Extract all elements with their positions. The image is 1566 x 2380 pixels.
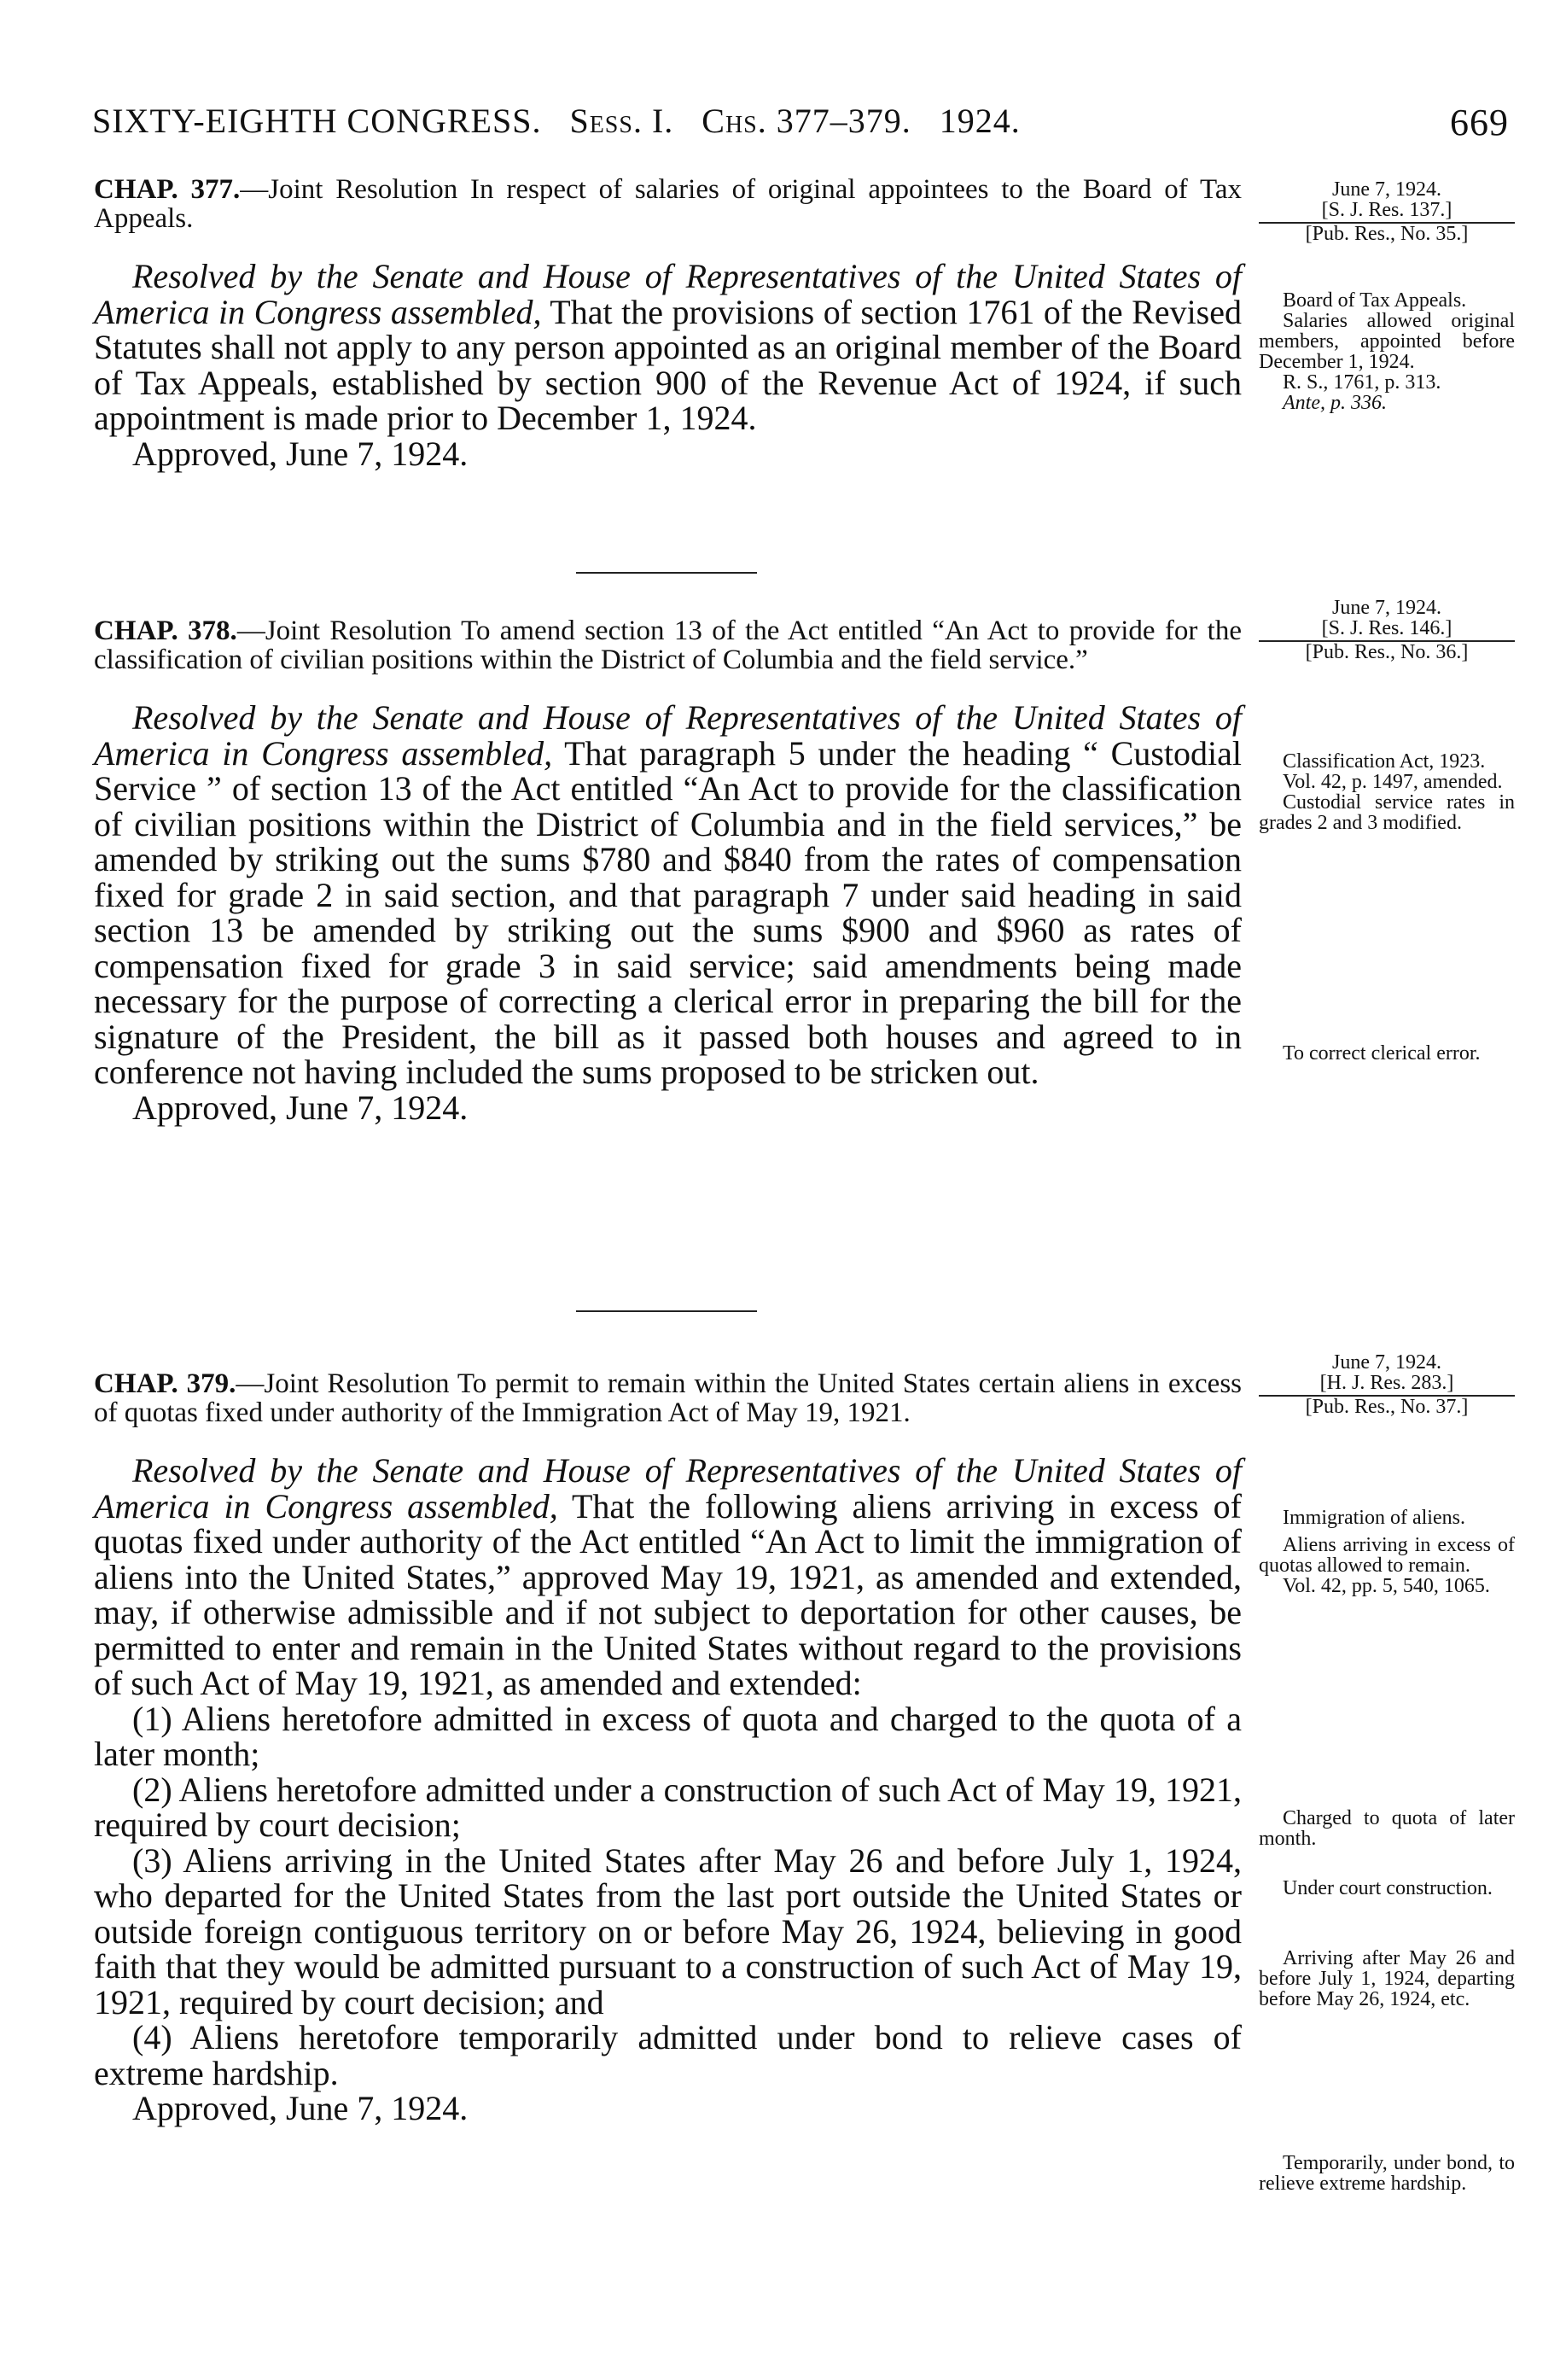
chapter-377-enacting-clause: Resolved by the Senate and House of Representatives of the United States of America in Congress assembled, xyxy=(94,257,1242,331)
chapter-379-body xyxy=(94,1453,1242,2091)
chapter-379-margin-refs xyxy=(1259,1352,1515,1417)
sidenote-court-construction: Under court construction. xyxy=(1283,1877,1493,1899)
chapter-378 xyxy=(94,616,1242,1126)
running-head xyxy=(92,101,1509,152)
chapter-379-item-3: (3) Aliens arriving in the United States after May 26 and before July 1, 1924, who departed for the United States from the last port outside the United States or outside foreign contiguous territory on or before May 26, 1924, believing in good faith that they would be admitted pursuant to a construction of such Act of May 19, 1921, required by court decision; and xyxy=(94,1840,1242,2021)
chapter-379-item-4: (4) Aliens heretofore temporarily admitted under bond to relieve cases of extreme hardship. xyxy=(94,2018,1242,2092)
chapter-378-sidenotes-2 xyxy=(1259,1043,1515,1064)
chapter-377-pub-ref: [Pub. Res., No. 35.] xyxy=(1305,223,1469,245)
chapter-379-pub-ref: [Pub. Res., No. 37.] xyxy=(1305,1396,1469,1418)
chapter-378-pub-ref: [Pub. Res., No. 36.] xyxy=(1305,641,1469,663)
sidenote-board-of-tax-appeals: Board of Tax Appeals. xyxy=(1283,289,1467,312)
sidenote-later-month: Charged to quota of later month. xyxy=(1259,1807,1515,1850)
chapter-379-text: That the following aliens arriving in excess of quotas fixed under authority of the Act entitled “An Act to limit the immigration of aliens into the United States,” approved May 19, 1921, as amended and extended, may, if otherwise admissible and if not subject to deportation for other causes, be permitted to enter and remain in the United States without regard to the provisions of such Act of May 19, 1921, as amended and extended: xyxy=(94,1486,1242,1702)
chapter-379-sidenote-quota xyxy=(1259,1808,1515,1849)
sidenote-salaries-allowed: Salaries allowed original members, appointed before December 1, 1924. xyxy=(1259,310,1515,373)
chapter-379-enacting-clause: Resolved by the Senate and House of Representatives of the United States of America in Congress assembled, xyxy=(94,1451,1242,1525)
page-number: 669 xyxy=(1450,102,1509,143)
chapter-379-title: —Joint Resolution To permit to remain within the United States certain aliens in excess of quotas fixed under authority of the Immigration Act of May 19, 1921. xyxy=(94,1368,1242,1428)
sidenote-aliens-allowed: Aliens arriving in excess of quotas allowed to remain. xyxy=(1259,1534,1515,1577)
chapter-378-date: June 7, 1924. xyxy=(1332,597,1441,619)
chapter-377-label: CHAP. 377. xyxy=(94,174,241,205)
chapter-379-sidenote-court xyxy=(1259,1878,1515,1899)
sidenote-hardship: Temporarily, under bond, to relieve extreme hardship. xyxy=(1259,2152,1515,2195)
sidenote-ante-ref: Ante, p. 336. xyxy=(1283,392,1387,414)
section-divider xyxy=(576,572,757,574)
sidenote-vol-42-pp: Vol. 42, pp. 5, 540, 1065. xyxy=(1283,1575,1490,1597)
chapter-378-bill-ref: [S. J. Res. 146.] xyxy=(1259,618,1515,642)
chapter-378-sidenotes xyxy=(1259,751,1515,833)
chapter-377-body xyxy=(94,259,1242,436)
session-label: Sess. I. xyxy=(569,102,674,140)
sidenote-immigration: Immigration of aliens. xyxy=(1283,1507,1465,1529)
chapter-377-approved: Approved, June 7, 1924. xyxy=(132,434,469,473)
chapter-377-margin-refs xyxy=(1259,179,1515,244)
chapter-377-text: That the provisions of section 1761 of the Revised Statutes shall not apply to any person appointed as an original member of the Board of Tax Appeals, established by section 900 of the Revenue Act of 1924, if such appointment is made prior to December 1, 1924. xyxy=(94,292,1242,437)
chapter-379-sidenotes xyxy=(1259,1508,1515,1596)
chapter-379-approved: Approved, June 7, 1924. xyxy=(132,2089,469,2127)
chapter-379-heading xyxy=(94,1369,1242,1427)
sidenote-arriving-after: Arriving after May 26 and before July 1, 1924, departing before May 26, 1924, etc. xyxy=(1259,1947,1515,2010)
chapter-379-bill-ref: [H. J. Res. 283.] xyxy=(1259,1373,1515,1397)
congress-label: SIXTY-EIGHTH CONGRESS. xyxy=(92,102,542,140)
chapter-379-item-2: (2) Aliens heretofore admitted under a construction of such Act of May 19, 1921, required by court decision; xyxy=(94,1770,1242,1844)
chapter-377-bill-ref: [S. J. Res. 137.] xyxy=(1259,200,1515,224)
chapter-378-heading xyxy=(94,616,1242,674)
sidenote-classification-act: Classification Act, 1923. xyxy=(1283,750,1486,773)
sidenote-custodial-rates: Custodial service rates in grades 2 and 3 modified. xyxy=(1259,791,1515,834)
sidenote-clerical-error: To correct clerical error. xyxy=(1283,1042,1481,1065)
chapter-378-title: —Joint Resolution To amend section 13 of the Act entitled “An Act to provide for the classification of civilian positions within the District of Columbia and the field service.” xyxy=(94,615,1242,675)
chapter-378-text: That paragraph 5 under the heading “ Custodial Service ” of section 13 of the Act entitled “An Act to provide for the classification of civilian positions within the District of Columbia and in the field services,” be amended by striking out the sums $780 and $840 from the rates of compensation fixed for grade 2 in said section, and that paragraph 7 under said heading in said section 13 be amended by striking out the sums $900 and $960 as rates of compensation fixed for grade 3 in said service; said amendments being made necessary for the purpose of correcting a clerical error in preparing the bill for the signature of the President, the bill as it passed both houses and agreed to in conference not having included the sums proposed to be stricken out. xyxy=(94,733,1242,1091)
chapter-378-label: CHAP. 378. xyxy=(94,615,237,646)
chapter-377-title: —Joint Resolution In respect of salaries of original appointees to the Board of Tax Appeals. xyxy=(94,174,1242,234)
section-divider xyxy=(576,1310,757,1312)
chapter-378-enacting-clause: Resolved by the Senate and House of Representatives of the United States of America in Congress assembled, xyxy=(94,698,1242,773)
running-head-title xyxy=(92,101,1021,141)
chapter-379 xyxy=(94,1369,1242,2126)
sidenote-vol-42-ref: Vol. 42, p. 1497, amended. xyxy=(1283,771,1503,793)
chapter-377 xyxy=(94,175,1242,472)
chapter-377-heading xyxy=(94,175,1242,233)
chapter-379-sidenote-hardship xyxy=(1259,2153,1515,2194)
chapter-379-date: June 7, 1924. xyxy=(1332,1351,1441,1374)
chapter-377-date: June 7, 1924. xyxy=(1332,178,1441,201)
chapter-379-item-1: (1) Aliens heretofore admitted in excess of quota and charged to the quota of a later month; xyxy=(94,1699,1242,1773)
sidenote-rs-ref: R. S., 1761, p. 313. xyxy=(1283,371,1441,394)
year-label: 1924. xyxy=(939,102,1021,140)
chapter-378-margin-refs xyxy=(1259,598,1515,662)
chapter-379-sidenote-arriving xyxy=(1259,1948,1515,2010)
chapters-label: Chs. 377–379. xyxy=(701,102,911,140)
chapter-379-label: CHAP. 379. xyxy=(94,1368,236,1399)
chapter-378-approved: Approved, June 7, 1924. xyxy=(132,1088,469,1127)
chapter-377-sidenotes xyxy=(1259,290,1515,413)
chapter-378-body xyxy=(94,700,1242,1090)
